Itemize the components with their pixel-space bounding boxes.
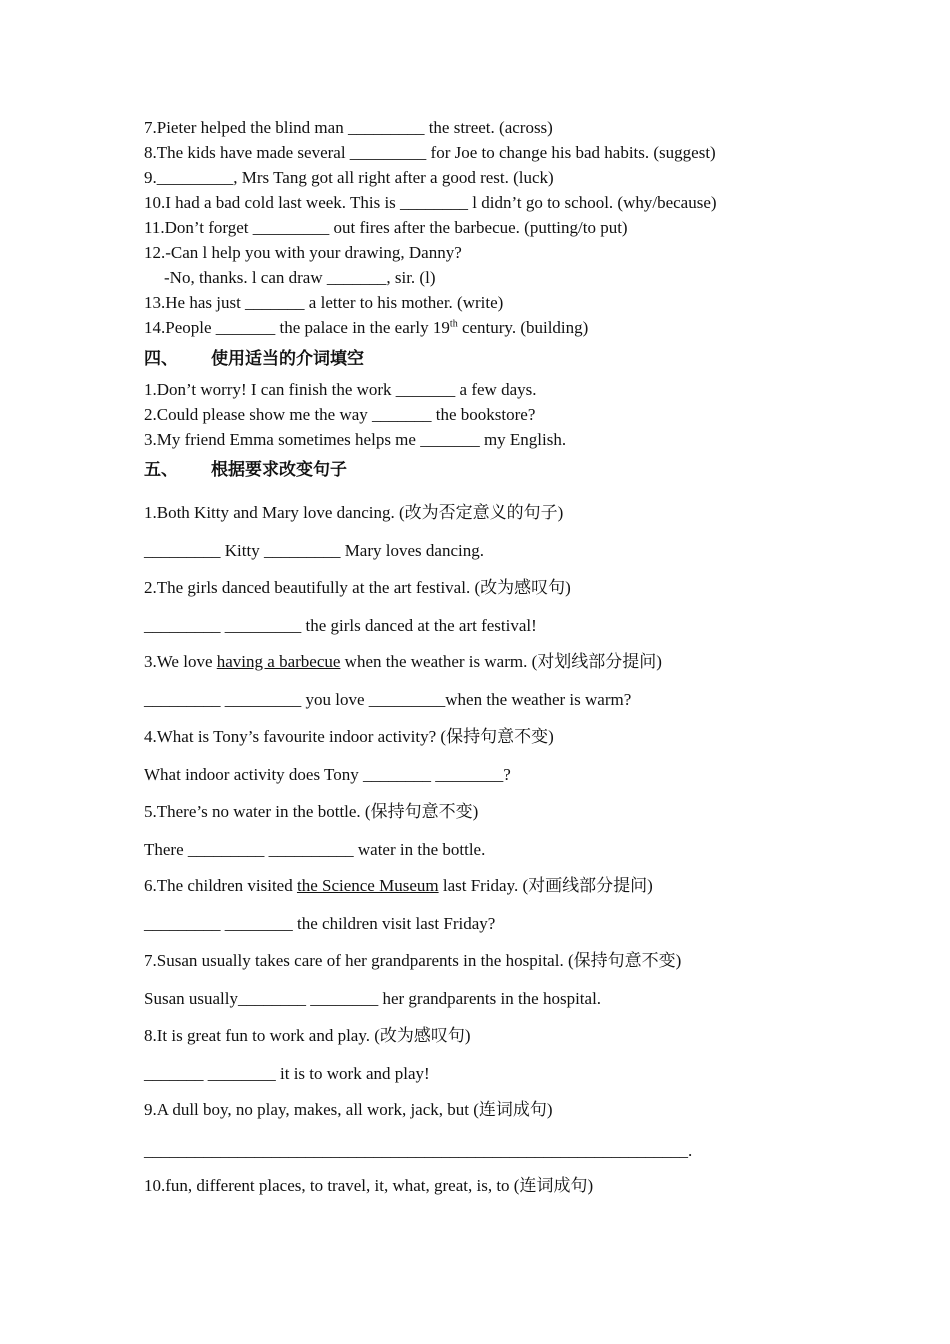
rewrite-question-1: 1.Both Kitty and Mary love dancing. (改为否定意义的句子) (144, 503, 564, 522)
question-6-text-before: 6.The children visited (144, 876, 297, 895)
rewrite-answer-4: What indoor activity does Tony ________ ________? (144, 765, 511, 784)
exercise-item-10: 10.I had a bad cold last week. This is ________ l didn’t go to school. (why/because) (144, 193, 717, 212)
section-4-heading (144, 348, 364, 370)
rewrite-answer-5: There _________ __________ water in the bottle. (144, 840, 486, 859)
rewrite-question-3 (144, 651, 662, 673)
exercise-item-12-answer: -No, thanks. l can draw _______, sir. (l) (164, 268, 436, 287)
section-4-item-1: 1.Don’t worry! I can finish the work _______ a few days. (144, 380, 537, 399)
exercise-item-9: 9._________, Mrs Tang got all right after a good rest. (luck) (144, 168, 554, 187)
question-6-underlined-phrase: the Science Museum (296, 876, 439, 895)
rewrite-question-7: 7.Susan usually takes care of her grandparents in the hospital. (保持句意不变) (144, 951, 682, 970)
rewrite-answer-2: _________ _________ the girls danced at the art festival! (144, 616, 537, 635)
rewrite-answer-9-line: ________________________________________________________________. (144, 1141, 693, 1160)
rewrite-question-8: 8.It is great fun to work and play. (改为感叹句) (144, 1026, 471, 1045)
rewrite-answer-1: _________ Kitty _________ Mary loves dancing. (144, 541, 484, 560)
section-4-number: 四、 (144, 349, 178, 369)
item-14-text-before: 14.People _______ the palace in the early 19 (144, 318, 450, 337)
rewrite-answer-8: _______ ________ it is to work and play! (144, 1064, 430, 1083)
rewrite-answer-7: Susan usually________ ________ her grandparents in the hospital. (144, 989, 602, 1008)
rewrite-question-5: 5.There’s no water in the bottle. (保持句意不变) (144, 802, 479, 821)
question-3-text-after: when the weather is warm. (对划线部分提问) (340, 652, 662, 671)
section-4-item-2: 2.Could please show me the way _______ the bookstore? (144, 405, 536, 424)
section-4-title: 使用适当的介词填空 (211, 349, 364, 369)
item-14-superscript: th (449, 318, 458, 330)
exercise-item-13: 13.He has just _______ a letter to his mother. (write) (144, 293, 504, 312)
question-3-underlined-phrase: having a barbecue (216, 652, 341, 671)
exercise-item-14 (144, 317, 588, 339)
question-6-text-after: last Friday. (对画线部分提问) (438, 876, 653, 895)
item-14-text-after: century. (building) (457, 318, 589, 337)
section-4-item-3: 3.My friend Emma sometimes helps me _______ my English. (144, 430, 567, 449)
rewrite-question-9: 9.A dull boy, no play, makes, all work, jack, but (连词成句) (144, 1100, 553, 1119)
exercise-item-12-question: 12.-Can l help you with your drawing, Danny? (144, 243, 462, 262)
rewrite-question-4: 4.What is Tony’s favourite indoor activity? (保持句意不变) (144, 727, 554, 746)
rewrite-answer-6: _________ ________ the children visit last Friday? (144, 914, 496, 933)
question-3-text-before: 3.We love (144, 652, 217, 671)
section-5-title: 根据要求改变句子 (211, 460, 347, 480)
rewrite-answer-3: _________ _________ you love _________when the weather is warm? (144, 690, 632, 709)
rewrite-question-10: 10.fun, different places, to travel, it, what, great, is, to (连词成句) (144, 1176, 594, 1195)
section-5-number: 五、 (144, 460, 178, 480)
rewrite-question-6 (144, 875, 653, 897)
section-5-heading (144, 459, 347, 481)
rewrite-question-2: 2.The girls danced beautifully at the art festival. (改为感叹句) (144, 578, 571, 597)
exercise-item-8: 8.The kids have made several _________ for Joe to change his bad habits. (suggest) (144, 143, 716, 162)
exercise-item-11: 11.Don’t forget _________ out fires after the barbecue. (putting/to put) (144, 218, 628, 237)
exercise-item-7: 7.Pieter helped the blind man _________ the street. (across) (144, 118, 553, 137)
